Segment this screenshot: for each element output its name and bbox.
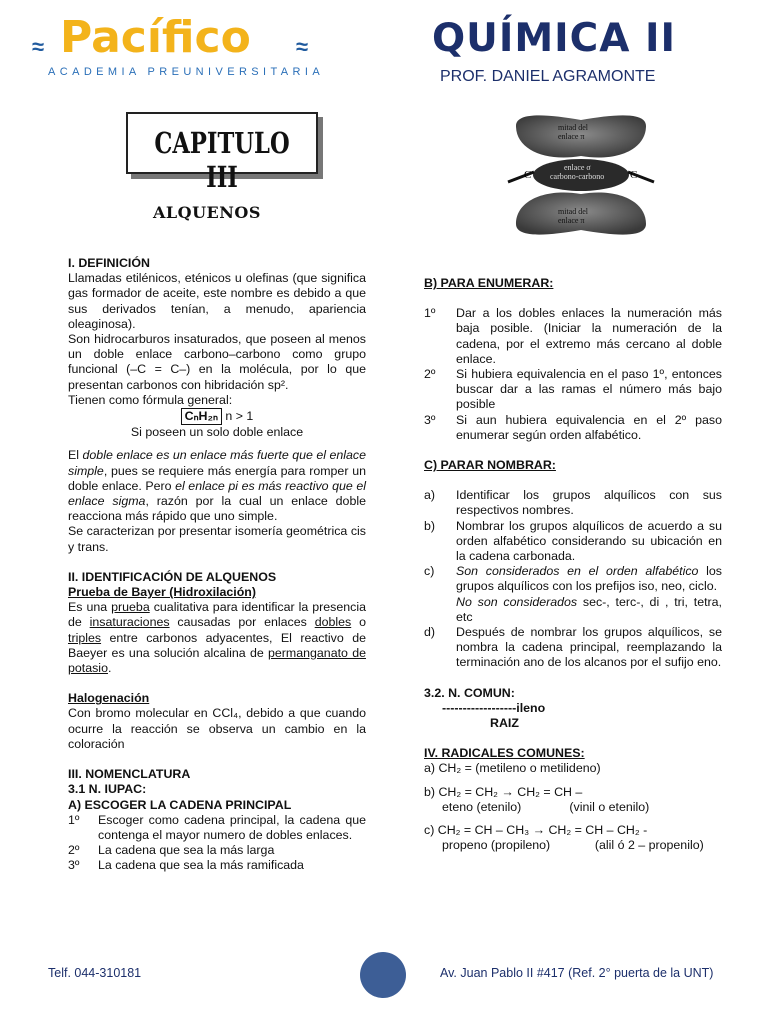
identification-heading: II. IDENTIFICACIÓN DE ALQUENOS	[68, 569, 277, 584]
main-chain-rule: 3º La cadena que sea la más ramificada	[68, 858, 304, 873]
chapter-label: CAPITULO III	[154, 126, 290, 194]
numbering-rule: 1º Dar a los dobles enlaces la numeración más baja posible. (Iniciar la numeración de la cadena, por el extremo más cercano al doble enlace.	[424, 306, 722, 366]
common-name-root: RAIZ	[490, 716, 519, 731]
center-label-line1: enlace σ	[564, 163, 591, 172]
logo-name: Pacífico	[60, 12, 251, 63]
general-formula: CₙH₂ₙ	[181, 408, 222, 425]
bayer-test-paragraph: Es una prueba cualitativa para identificar la presencia de insaturaciones causadas por enlaces dobles o triples entre carbonos adyacentes, El reactivo de Baeyer es una solución alcalina de permanganato de potasio.	[68, 600, 366, 676]
right-column	[424, 276, 722, 854]
bottom-label-line2: enlace π	[558, 216, 585, 225]
footer-address: Av. Juan Pablo II #417 (Ref. 2° puerta de la UNT)	[440, 966, 714, 980]
halogenation-heading: Halogenación	[68, 691, 150, 706]
naming-rule-d: d) Después de nombrar los grupos alquílicos, se nombra la cadena principal, reemplazando la terminación ano de los alcanos por el sufijo eno.	[424, 625, 722, 670]
main-chain-heading: A) ESCOGER LA CADENA PRINCIPAL	[68, 797, 292, 812]
course-title: QUÍMICA II	[432, 16, 677, 61]
carbon-atom-right: C	[630, 169, 638, 181]
iupac-heading: 3.1 N. IUPAC:	[68, 782, 147, 797]
main-chain-rule: 2º La cadena que sea la más larga	[68, 843, 275, 858]
general-formula-line	[68, 408, 366, 425]
chapter-topic: ALQUENOS	[153, 203, 261, 222]
chapter-box	[126, 112, 318, 194]
footer-phone: Telf. 044-310181	[48, 966, 142, 980]
numbering-rule: 2º Si hubiera equivalencia en el paso 1º, entonces buscar dar a las ramas el número más bajo posible	[424, 367, 722, 412]
radicals-heading: IV. RADICALES COMUNES:	[424, 746, 585, 761]
top-label-line1: mitad del	[558, 123, 588, 132]
bayer-test-heading: Prueba de Bayer (Hidroxilación)	[68, 585, 256, 600]
professor-name: PROF. DANIEL AGRAMONTE	[440, 68, 656, 85]
naming-rule-a: a) Identificar los grupos alquílicos con sus respectivos nombres.	[424, 488, 722, 518]
hydrocarbon-paragraph: Son hidrocarburos insaturados, que poseen al menos un doble enlace carbono–carbono como grupo funcional (–C = C–) en la molécula, por lo que presentan carbonos con hibridación sp².	[68, 332, 366, 392]
wave-icon: ≈	[296, 34, 309, 59]
main-chain-rule: 1º Escoger como cadena principal, la cadena que contenga el mayor numero de dobles enlaces.	[68, 812, 366, 842]
radical-c-formula: c) CH₂ = CH – CH₃ → CH₂ = CH – CH₂ -	[424, 823, 648, 838]
bottom-label-line1: mitad del	[558, 207, 588, 216]
left-column	[68, 256, 366, 874]
academy-logo	[30, 12, 330, 82]
formula-intro: Tienen como fórmula general:	[68, 392, 233, 407]
definition-paragraph: Llamadas etilénicos, eténicos u olefinas (que significa gas formador de aceite, este nombre es debido a que sus derivados tenían, a menudo, apariencia oleaginosa).	[68, 271, 366, 331]
formula-condition: n > 1	[225, 409, 254, 424]
common-name-heading: 3.2. N. COMUN:	[424, 685, 515, 700]
center-label-line2: carbono-carbono	[550, 172, 605, 181]
wave-icon: ≈	[32, 34, 45, 59]
radical-a: a) CH₂ = (metileno o metilideno)	[424, 761, 601, 776]
footer-page-circle	[360, 952, 406, 998]
radical-c-names: propeno (propileno) (alil ó 2 – propenilo)	[442, 838, 704, 853]
nomenclature-heading: III. NOMENCLATURA	[68, 767, 191, 782]
naming-rule-c: c) Son considerados en el orden alfabético los grupos alquílicos con los prefijos iso, neo, ciclo. No son considerados sec-, terc-, di , tri, tetra, etc	[424, 564, 722, 624]
top-label-line2: enlace π	[558, 132, 585, 141]
pi-bond-orbital-diagram	[506, 112, 656, 238]
common-name-suffix: ------------------ileno	[442, 700, 546, 715]
carbon-atom-left: C	[524, 169, 532, 181]
radical-b-formula: b) CH₂ = CH₂ → CH₂ = CH –	[424, 784, 583, 799]
naming-rule-b: b) Nombrar los grupos alquílicos de acuerdo a su orden alfabético considerando su ubicación en la cadena carbonada.	[424, 518, 722, 564]
numbering-heading: B) PARA ENUMERAR:	[424, 276, 554, 290]
logo-subtitle: ACADEMIA PREUNIVERSITARIA	[48, 66, 325, 78]
halogenation-paragraph: Con bromo molecular en CCl₄, debido a que cuando ocurre la reacción se observa un cambio en la coloración	[68, 706, 366, 751]
isomerism-paragraph: Se caracterizan por presentar isomería geométrica cis y trans.	[68, 524, 366, 554]
formula-note: Si poseen un solo doble enlace	[130, 425, 304, 440]
numbering-rule: 3º Si aun hubiera equivalencia en el 2º paso enumerar según orden alfabético.	[424, 412, 722, 442]
definition-heading: I. DEFINICIÓN	[68, 256, 150, 270]
double-bond-paragraph: El doble enlace es un enlace más fuerte que el enlace simple, pues se requiere más energía para romper un doble enlace. Pero el enlace pi es más reactivo que el enlace sigma, razón por la cual un enlace doble reacciona más rápido que uno simple.	[68, 448, 366, 524]
naming-heading: C) PARAR NOMBRAR:	[424, 458, 556, 473]
radical-b-names: eteno (etenilo) (vinil o etenilo)	[442, 799, 650, 814]
